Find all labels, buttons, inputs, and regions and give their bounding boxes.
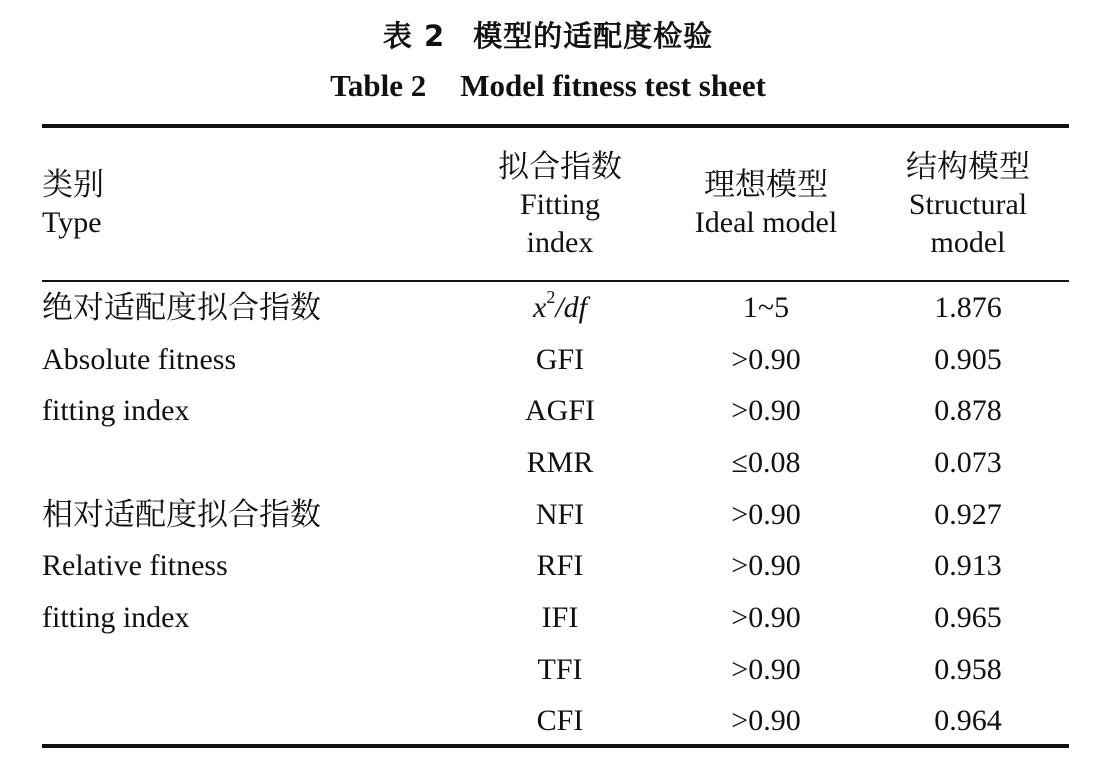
ideal-cell: >0.90 — [731, 343, 801, 376]
header-struct-cn: 结构模型 — [906, 149, 1030, 185]
index-cell: CFI — [536, 704, 584, 737]
index-cell: GFI — [535, 343, 585, 376]
header-type-en: Type — [42, 206, 102, 239]
index-chi-sup: 2 — [546, 287, 556, 307]
caption-cn-label: 表 2 — [382, 19, 446, 53]
ideal-cell: >0.90 — [731, 498, 801, 531]
ideal-cell: ≤0.08 — [731, 446, 801, 479]
category-relative-en-2: fitting index — [42, 601, 190, 634]
caption-en-label: Table 2 — [330, 68, 427, 103]
structural-cell: 0.958 — [934, 653, 1002, 686]
index-cell: AGFI — [524, 394, 595, 427]
index-cell: TFI — [537, 653, 583, 686]
ideal-cell: 1~5 — [742, 291, 790, 324]
index-cell-chi-square — [470, 288, 650, 328]
table-top-rule — [42, 124, 1069, 128]
structural-cell: 0.878 — [934, 394, 1002, 427]
header-ideal-en: Ideal model — [694, 206, 838, 239]
index-chi-base: x — [533, 291, 547, 324]
table-header-rule — [42, 280, 1069, 282]
header-type — [42, 166, 104, 242]
ideal-cell: >0.90 — [731, 704, 801, 737]
header-index-cn: 拟合指数 — [498, 149, 622, 185]
header-index-en-2: index — [526, 226, 594, 259]
header-index-en-1: Fitting — [519, 188, 601, 221]
index-cell: RMR — [526, 446, 594, 479]
category-absolute-en-2: fitting index — [42, 394, 190, 427]
index-chi-rest: /df — [555, 291, 587, 324]
structural-cell: 0.905 — [934, 343, 1002, 376]
ideal-cell: >0.90 — [731, 653, 801, 686]
category-relative-en-1: Relative fitness — [42, 549, 228, 582]
header-fitting-index — [470, 148, 650, 262]
table-bottom-rule — [42, 744, 1069, 748]
structural-cell: 0.965 — [934, 601, 1002, 634]
index-cell: NFI — [535, 498, 585, 531]
structural-cell: 1.876 — [934, 291, 1002, 324]
category-relative-cn: 相对适配度拟合指数 — [42, 497, 321, 533]
caption-cn-title: 模型的适配度检验 — [473, 19, 714, 53]
ideal-cell: >0.90 — [731, 549, 801, 582]
table-caption-en — [0, 68, 1096, 104]
category-absolute-cn: 绝对适配度拟合指数 — [42, 290, 321, 326]
table-caption-cn — [0, 14, 1096, 55]
header-struct-en-1: Structural — [908, 188, 1028, 221]
caption-en-title: Model fitness test sheet — [460, 68, 766, 103]
index-cell: RFI — [536, 549, 584, 582]
structural-cell: 0.073 — [934, 446, 1002, 479]
ideal-cell: >0.90 — [731, 601, 801, 634]
structural-cell: 0.964 — [934, 704, 1002, 737]
header-type-cn: 类别 — [42, 167, 104, 203]
header-ideal-model — [668, 166, 864, 242]
header-struct-en-2: model — [930, 226, 1006, 259]
index-cell: IFI — [541, 601, 579, 634]
category-absolute-en-1: Absolute fitness — [42, 343, 237, 376]
header-ideal-cn: 理想模型 — [704, 167, 828, 203]
structural-cell: 0.927 — [934, 498, 1002, 531]
ideal-cell: >0.90 — [731, 394, 801, 427]
structural-cell: 0.913 — [934, 549, 1002, 582]
header-structural-model — [878, 148, 1058, 262]
